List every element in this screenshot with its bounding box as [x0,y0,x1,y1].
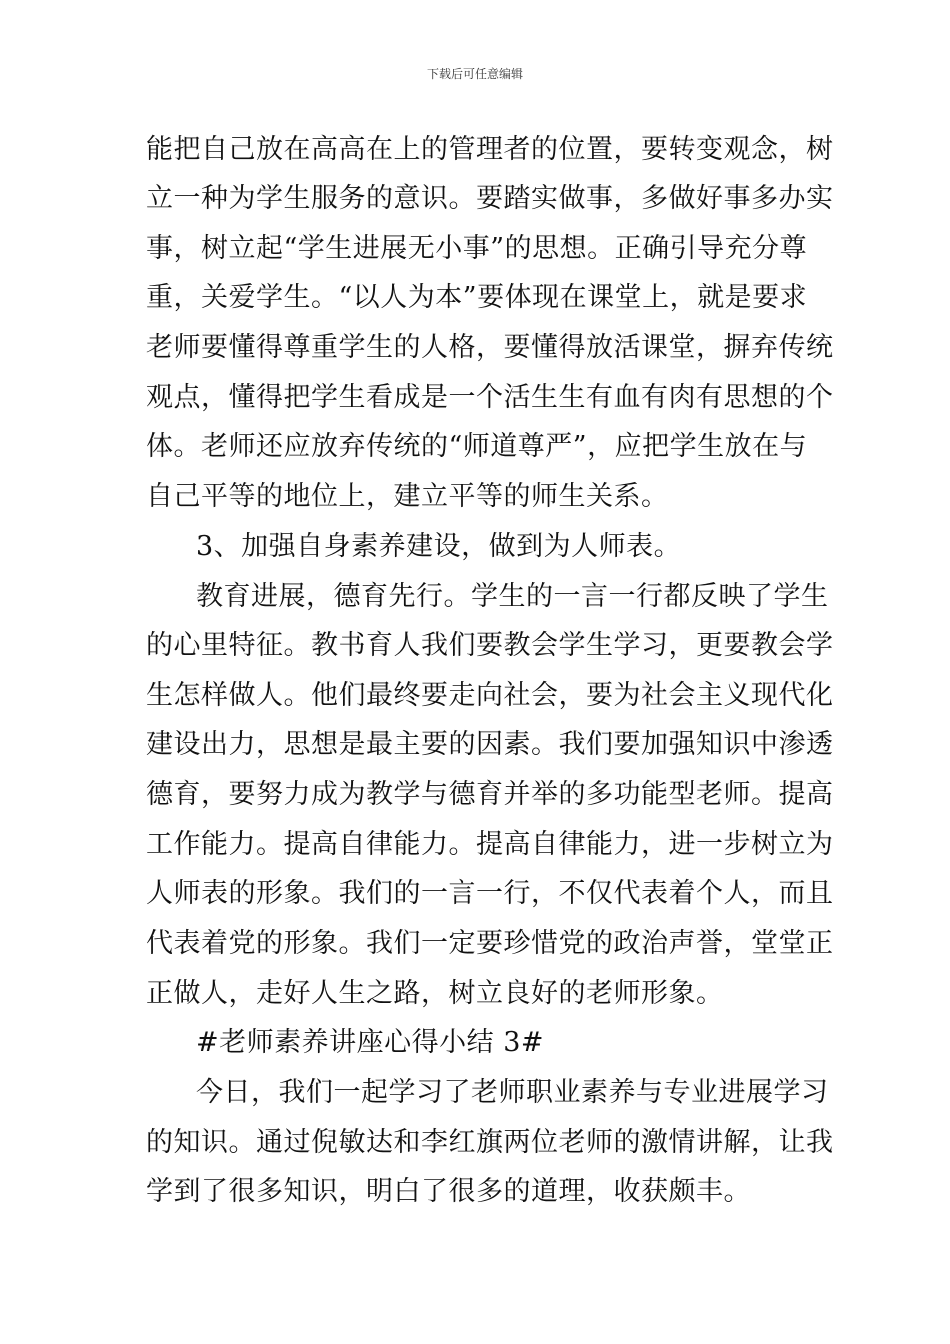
body-line: 观点，懂得把学生看成是一个活生生有血有肉有思想的个 [146,382,834,413]
body-line: 的心里特征。教书育人我们要教会学生学习，更要教会学 [146,630,834,661]
body-line: 工作能力。提高自律能力。提高自律能力，进一步树立为 [146,829,834,860]
body-line: 事，树立起“学生进展无小事”的思想。正确引导充分尊 [146,233,808,264]
body-line: 自己平等的地位上，建立平等的师生关系。 [146,481,669,512]
body-line: 生怎样做人。他们最终要走向社会，要为社会主义现代化 [146,680,834,711]
section-heading: 3、加强自身素养建设，做到为人师表。 [196,531,682,562]
section-title: #老师素养讲座心得小结 3# [196,1027,545,1058]
body-line: 的知识。通过倪敏达和李红旗两位老师的激情讲解，让我 [146,1127,834,1158]
body-line: 今日，我们一起学习了老师职业素养与专业进展学习 [196,1077,829,1108]
body-line: 德育，要努力成为教学与德育并举的多功能型老师。提高 [146,779,834,810]
body-line: 建设出力，思想是最主要的因素。我们要加强知识中渗透 [146,729,834,760]
body-line: 体。老师还应放弃传统的“师道尊严”，应把学生放在与 [146,431,808,462]
body-line: 学到了很多知识，明白了很多的道理，收获颇丰。 [146,1176,751,1207]
body-line: 重，关爱学生。“以人为本”要体现在课堂上，就是要求 [146,282,808,313]
body-line: 人师表的形象。我们的一言一行，不仅代表着个人，而且 [146,878,834,909]
body-line: 正做人，走好人生之路，树立良好的老师形象。 [146,978,724,1009]
body-line: 教育进展，德育先行。学生的一言一行都反映了学生 [196,581,829,612]
body-line: 立一种为学生服务的意识。要踏实做事，多做好事多办实 [146,183,834,214]
page-header: 下载后可任意编辑 [426,67,523,81]
body-line: 能把自己放在高高在上的管理者的位置，要转变观念，树 [146,134,834,165]
body-line: 老师要懂得尊重学生的人格，要懂得放活课堂，摒弃传统 [146,332,834,363]
body-line: 代表着党的形象。我们一定要珍惜党的政治声誉，堂堂正 [146,928,834,959]
